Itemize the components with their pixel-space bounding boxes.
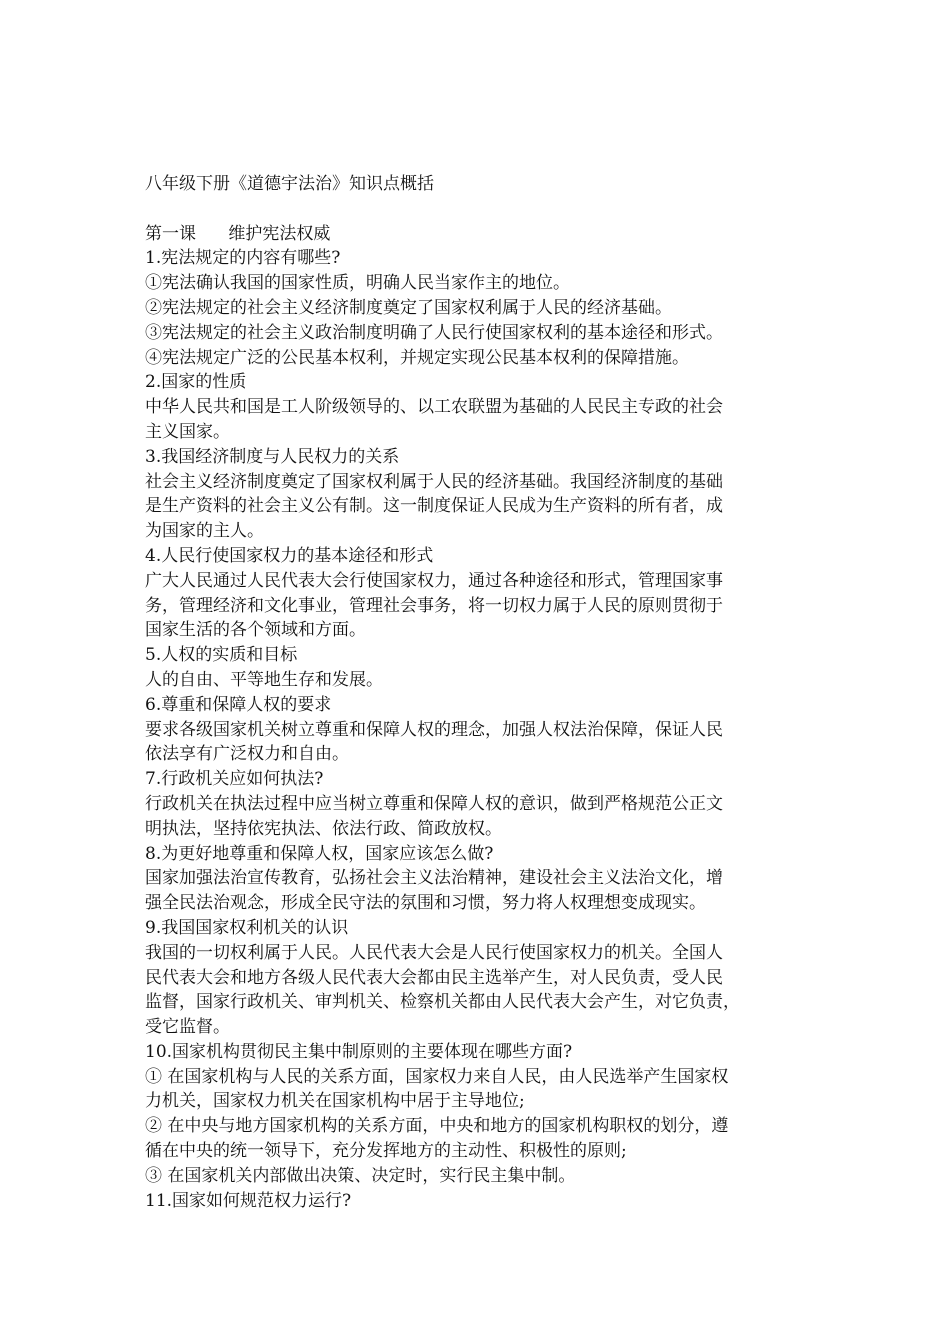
text-line: 主义国家。: [145, 421, 230, 442]
text-line: 依法享有广泛权力和自由。: [145, 744, 349, 765]
document-title: 八年级下册《道德宇法治》知识点概括: [145, 174, 434, 194]
text-line: 明执法，坚持依宪执法、依法行政、简政放权。: [145, 818, 502, 839]
text-line: 中华人民共和国是工人阶级领导的、以工农联盟为基础的人民民主专政的社会: [145, 397, 723, 418]
text-line: 是生产资料的社会主义公有制。这一制度保证人民成为生产资料的所有者，成: [145, 496, 723, 517]
text-line: 7.行政机关应如何执法?: [145, 769, 324, 790]
text-line: 国家生活的各个领域和方面。: [145, 620, 366, 641]
text-line: ②宪法规定的社会主义经济制度奠定了国家权利属于人民的经济基础。: [145, 297, 672, 318]
text-line: 3.我国经济制度与人民权力的关系: [145, 446, 400, 467]
text-line: 行政机关在执法过程中应当树立尊重和保障人权的意识，做到严格规范公正文: [145, 793, 723, 814]
text-line: 10.国家机构贯彻民主集中制原则的主要体现在哪些方面?: [145, 1041, 573, 1062]
document-page: [145, 172, 825, 1213]
document-body: [145, 246, 825, 1213]
text-line: 5.人权的实质和目标: [145, 645, 298, 666]
text-line: 4.人民行使国家权力的基本途径和形式: [145, 545, 434, 566]
text-line: 8.为更好地尊重和保障人权，国家应该怎么做?: [145, 843, 494, 864]
text-line: 6.尊重和保障人权的要求: [145, 694, 332, 715]
text-line: 力机关，国家权力机关在国家机构中居于主导地位;: [145, 1091, 525, 1112]
text-line: 要求各级国家机关树立尊重和保障人权的理念，加强人权法治保障，保证人民: [145, 719, 723, 740]
text-line: 社会主义经济制度奠定了国家权利属于人民的经济基础。我国经济制度的基础: [145, 471, 723, 492]
text-line: 受它监督。: [145, 1017, 230, 1038]
text-line: ③ 在国家机关内部做出决策、决定时，实行民主集中制。: [145, 1165, 576, 1186]
text-line: ④宪法规定广泛的公民基本权利，并规定实现公民基本权利的保障措施。: [145, 347, 689, 368]
text-line: ③宪法规定的社会主义政治制度明确了人民行使国家权利的基本途径和形式。: [145, 322, 723, 343]
text-line: ①宪法确认我国的国家性质，明确人民当家作主的地位。: [145, 273, 570, 294]
text-line: ② 在中央与地方国家机构的关系方面，中央和地方的国家机构职权的划分，遵: [145, 1116, 729, 1137]
lesson-heading: 第一课 维护宪法权威: [145, 223, 331, 244]
text-line: 循在中央的统一领导下，充分发挥地方的主动性、积极性的原则;: [145, 1141, 627, 1162]
text-line: ① 在国家机构与人民的关系方面，国家权力来自人民，由人民选举产生国家权: [145, 1066, 729, 1087]
blank-line: [145, 197, 825, 222]
text-line: 人的自由、平等地生存和发展。: [145, 669, 383, 690]
text-line: 国家加强法治宣传教育，弘扬社会主义法治精神，建设社会主义法治文化，增: [145, 868, 723, 889]
text-line: 11.国家如何规范权力运行?: [145, 1190, 352, 1211]
text-line: 务，管理经济和文化事业，管理社会事务，将一切权力属于人民的原则贯彻于: [145, 595, 723, 616]
text-line: 1.宪法规定的内容有哪些?: [145, 248, 341, 269]
text-line: 强全民法治观念，形成全民守法的氛围和习惯，努力将人权理想变成现实。: [145, 893, 706, 914]
text-line: 2.国家的性质: [145, 372, 247, 393]
text-line: 监督，国家行政机关、审判机关、检察机关都由人民代表大会产生，对它负责，: [145, 992, 740, 1013]
text-line: 民代表大会和地方各级人民代表大会都由民主选举产生，对人民负责，受人民: [145, 967, 723, 988]
text-line: 为国家的主人。: [145, 521, 264, 542]
text-line: 我国的一切权利属于人民。人民代表大会是人民行使国家权力的机关。全国人: [145, 942, 723, 963]
text-line: 9.我国国家权利机关的认识: [145, 917, 349, 938]
text-line: 广大人民通过人民代表大会行使国家权力，通过各种途径和形式，管理国家事: [145, 570, 723, 591]
